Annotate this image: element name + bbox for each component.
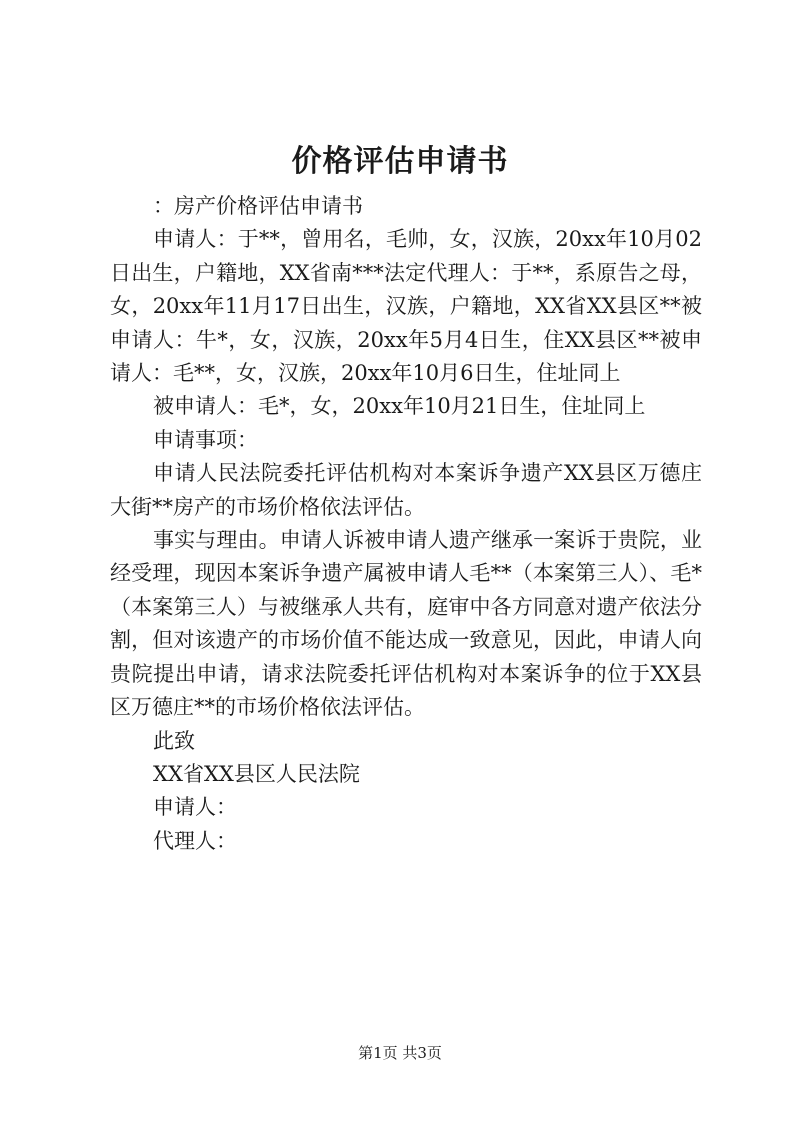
paragraph-applicant-sign: 申请人： (153, 795, 238, 820)
document-body (110, 190, 702, 858)
document-title: 价格评估申请书 (291, 144, 509, 179)
paragraph-court: XX省XX县区人民法院 (153, 761, 360, 786)
paragraph-agent-sign: 代理人： (153, 828, 238, 853)
paragraph-parties: 申请人：于**，曾用名，毛帅，女，汉族，20xx年10月02日出生，户籍地，XX省南***法定代理人：于**，系原告之母，女，20xx年11月17日出生，汉族，户籍地，XX省XX县区**被申请人：牛*，女，汉族，20xx年5月4日生，住XX县区**被申请人：毛**，女，汉族，20xx年10月6日生，住址同上 (110, 227, 702, 386)
paragraph-subject: ：房产价格评估申请书 (153, 194, 364, 218)
paragraph-facts: 事实与理由。申请人诉被申请人遗产继承一案诉于贵院，业经受理，现因本案诉争遗产属被申请人毛**（本案第三人）、毛*（本案第三人）与被继承人共有，庭审中各方同意对遗产依法分割，但对该遗产的市场价值不能达成一致意见，因此，申请人向贵院提出申请，请求法院委托评估机构对本案诉争的位于XX县区万德庄**的市场价格依法评估。 (110, 528, 702, 720)
paragraph-request: 申请人民法院委托评估机构对本案诉争遗产XX县区万德庄大街**房产的市场价格依法评估。 (110, 461, 702, 519)
paragraph-respondent: 被申请人：毛*，女，20xx年10月21日生，住址同上 (153, 394, 646, 419)
page-footer: 第1页 共3页 (358, 1044, 442, 1062)
paragraph-request-heading: 申请事项： (153, 427, 259, 452)
paragraph-salutation: 此致 (153, 728, 196, 753)
